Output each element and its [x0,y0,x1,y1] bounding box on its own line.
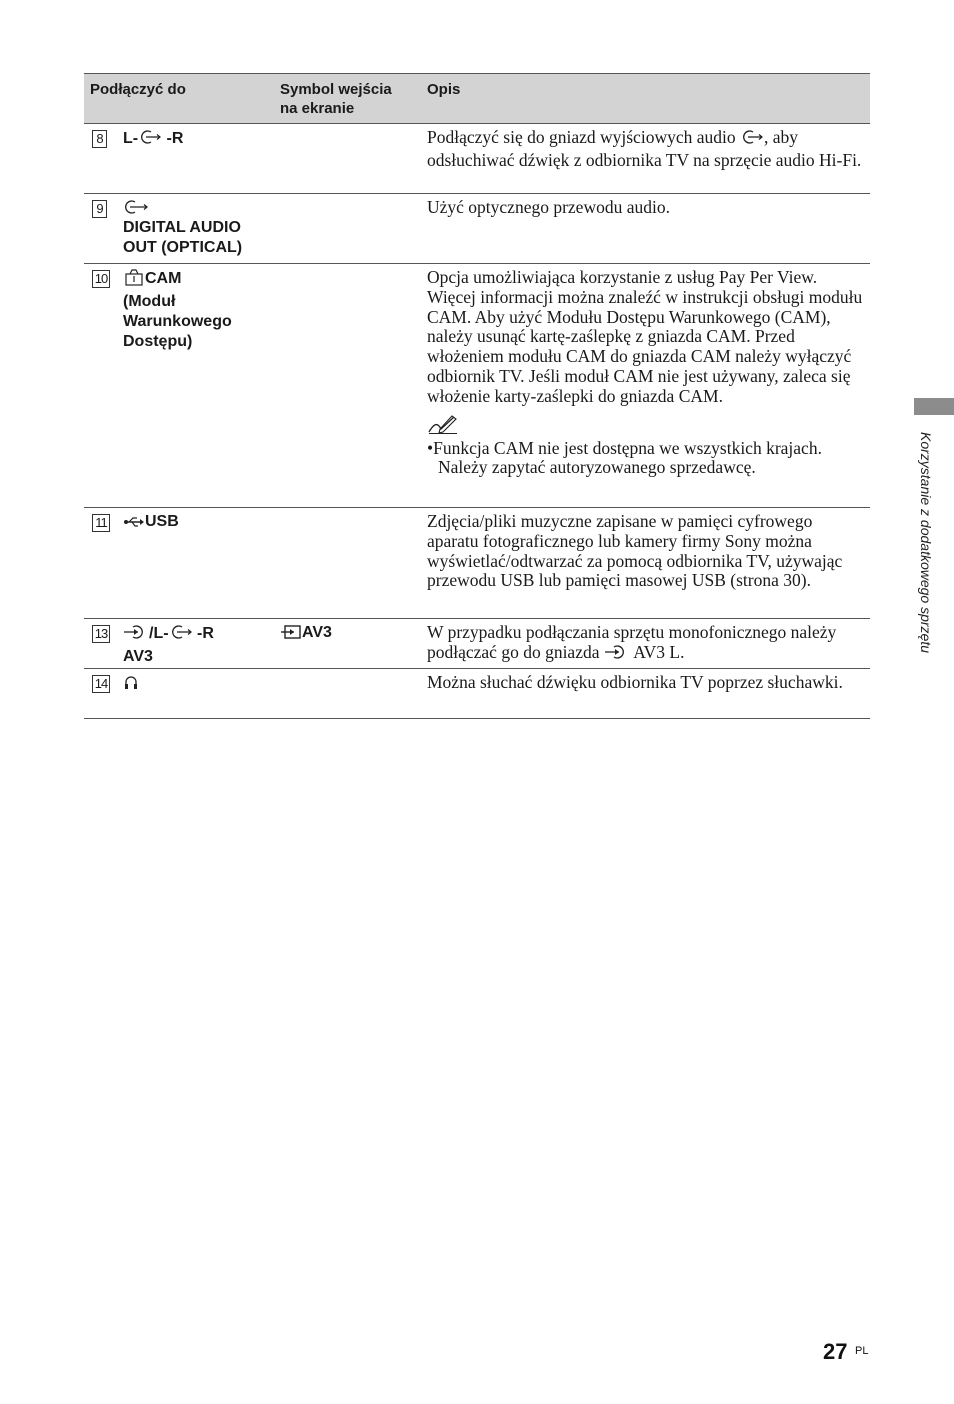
cam-slot-icon [123,268,145,292]
usb-icon [123,515,145,535]
row-number: 10 [92,270,110,288]
row-number: 11 [92,514,110,532]
description-cell: Można słuchać dźwięku odbiornika TV poprzez słuchawki. [427,672,843,692]
header-connect-to: Podłączyć do [90,81,186,98]
table-row [84,619,870,669]
row-number: 13 [92,625,110,643]
header-input-symbol: Symbol wejścia na ekranie [280,81,392,117]
audio-out-icon [740,128,764,151]
headphones-icon [123,673,139,697]
symbol-cell [280,198,427,263]
description-cell: Opcja umożliwiająca korzystanie z usług Pay Per View. Więcej informacji można znaleźć w instrukcji obsługi modułu CAM. Aby użyć Modułu Dostępu Warunkowego (CAM), należy usunąć kartę-zaślepkę z gniazda CAM. Przed włożeniem modułu CAM do gniazda CAM należy wyłączyć odbiornik TV. Jeśli moduł CAM nie jest używany, zaleca się włożenie karty-zaślepki do gniazda CAM. •Funkcja CAM nie jest dostępna we wszystkich krajach. Należy zapytać autoryzowanego sprzedawcę. [427,268,870,507]
connector-cell [84,673,280,718]
av-input-icon [604,643,630,666]
description-cell: Użyć optycznego przewodu audio. [427,197,670,217]
symbol-cell [280,128,427,193]
audio-out-icon [169,623,193,647]
table-row [84,194,870,264]
symbol-cell: AV3 [280,623,427,668]
header-description: Opis [427,81,461,98]
page-number: 27 [823,1339,848,1364]
table-row [84,669,870,719]
description-cell: Podłączyć się do gniazd wyjściowych audio , aby odsłuchiwać dźwięk z odbiornika TV na sprzęcie audio Hi-Fi. [427,127,862,170]
connector-cell: 10 CAM (Moduł Warunkowego Dostępu) [84,268,280,507]
note-bullet: •Funkcja CAM nie jest dostępna we wszystkich krajach. Należy zapytać autoryzowanego sprzedawcę. [427,437,822,478]
av-input-boxed-icon [280,624,302,646]
row-number: 14 [92,675,110,693]
connector-cell: 8 L- -R [84,128,280,193]
audio-out-icon [138,128,162,152]
optical-out-icon [123,198,242,218]
connector-cell: 11 USB [84,512,280,618]
table-row [84,124,870,194]
connector-cell: 9 DIGITAL AUDIO OUT (OPTICAL) [84,198,280,263]
table-row [84,264,870,508]
section-side-title: Korzystanie z dodatkowego sprzętu [918,432,934,654]
table-header [84,74,870,124]
table-row [84,508,870,619]
symbol-cell [280,673,427,718]
page-language: PL [855,1345,869,1357]
description-cell: Zdjęcia/pliki muzyczne zapisane w pamięci cyfrowego aparatu fotograficznego lub kamery firmy Sony można wyświetlać/odtwarzać za pomocą odbiornika TV, używając przewodu USB lub pamięci masowej USB (strona 30). [427,511,843,591]
connector-cell: 13 /L- -R AV3 [84,623,280,668]
pencil-note-icon [427,415,866,435]
section-tab-marker [914,398,954,415]
symbol-cell [280,512,427,618]
symbol-cell [280,268,427,507]
connections-table [84,73,870,719]
row-number: 9 [92,200,107,218]
description-cell: W przypadku podłączania sprzętu monofonicznego należy podłączać go do gniazda AV3 L. [427,623,870,668]
row-number: 8 [92,130,107,148]
av-input-icon [123,623,149,647]
